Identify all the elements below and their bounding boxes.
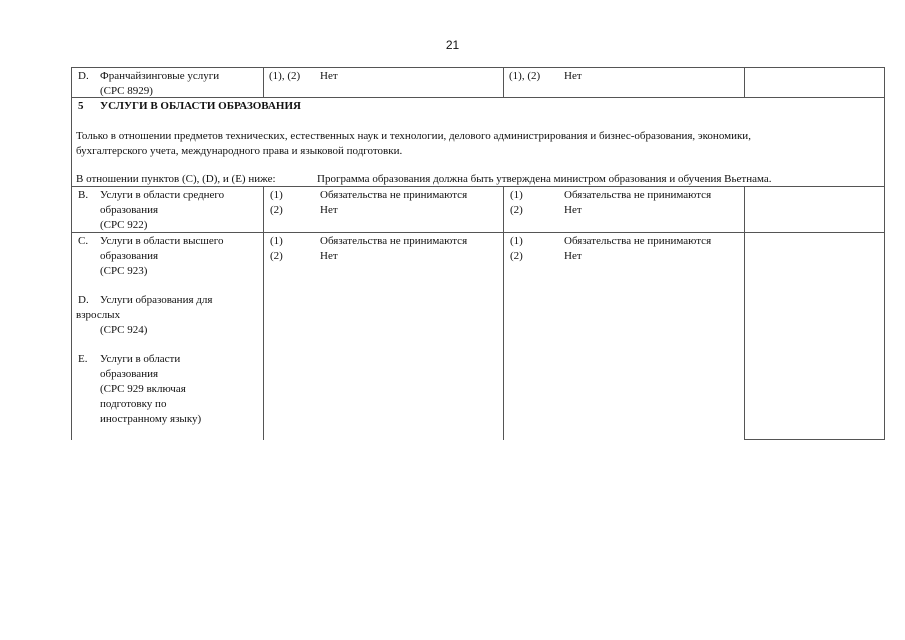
national-treatment-mode: (1) xyxy=(510,235,523,247)
market-access-modes: (1), (2) xyxy=(269,70,301,82)
sector-code: (CPC 923) xyxy=(100,265,148,277)
national-treatment-value: Нет xyxy=(564,250,582,262)
col-divider-1 xyxy=(263,67,264,98)
sector-code: (CPC 8929) xyxy=(100,85,153,97)
section-scope-line: Только в отношении предметов технических, естественных наук и технологии, делового администрирования и бизнес-образования, экономики, xyxy=(76,130,751,142)
national-treatment-mode: (2) xyxy=(510,204,523,216)
page-number: 21 xyxy=(445,38,460,52)
section-title: УСЛУГИ В ОБЛАСТИ ОБРАЗОВАНИЯ xyxy=(100,100,301,112)
sector-code: (CPC 924) xyxy=(100,324,148,336)
sector-name: образования xyxy=(100,368,159,380)
sector-letter: C. xyxy=(78,235,89,247)
market-access-value: Нет xyxy=(320,70,338,82)
col-divider-2 xyxy=(503,186,504,440)
national-treatment-value: Нет xyxy=(564,70,582,82)
sector-letter: E. xyxy=(78,353,88,365)
market-access-mode: (1) xyxy=(270,235,283,247)
market-access-mode: (2) xyxy=(270,204,283,216)
national-treatment-value: Обязательства не принимаются xyxy=(564,189,712,201)
market-access-value: Обязательства не принимаются xyxy=(320,235,468,247)
sector-letter: D. xyxy=(78,70,89,82)
table-top-rule xyxy=(71,67,885,68)
national-treatment-mode: (1) xyxy=(510,189,523,201)
market-access-mode: (1) xyxy=(270,189,283,201)
sector-name: образования xyxy=(100,204,159,216)
sector-code: (CPC 922) xyxy=(100,219,148,231)
national-treatment-value: Нет xyxy=(564,204,582,216)
national-treatment-value: Обязательства не принимаются xyxy=(564,235,712,247)
sector-name: образования xyxy=(100,250,159,262)
sector-letter: D. xyxy=(78,294,89,306)
right-border xyxy=(884,186,885,440)
sector-name: иностранному языку) xyxy=(100,413,202,425)
col-divider-3 xyxy=(744,67,745,98)
sector-name: Услуги в области среднего xyxy=(100,189,225,201)
market-access-value: Обязательства не принимаются xyxy=(320,189,468,201)
right-border xyxy=(884,67,885,98)
sector-name: Услуги в области xyxy=(100,353,181,365)
national-treatment-modes: (1), (2) xyxy=(509,70,541,82)
left-border xyxy=(71,67,72,98)
col-divider-3 xyxy=(744,186,745,440)
national-treatment-mode: (2) xyxy=(510,250,523,262)
market-access-mode: (2) xyxy=(270,250,283,262)
left-border xyxy=(71,97,72,187)
sector-name: Услуги в области высшего xyxy=(100,235,224,247)
right-border xyxy=(884,97,885,187)
left-border xyxy=(71,186,72,440)
section-scope-line: бухгалтерского учета, международного права и языковой подготовки. xyxy=(76,145,403,157)
sector-name: подготовку по xyxy=(100,398,167,410)
section-note-lead: В отношении пунктов (C), (D), и (E) ниже: xyxy=(76,173,276,185)
row-c-top-rule xyxy=(71,232,885,233)
sector-name: взрослых xyxy=(76,309,121,321)
sector-name: Услуги образования для xyxy=(100,294,213,306)
market-access-value: Нет xyxy=(320,204,338,216)
section-top-rule xyxy=(71,97,885,98)
section-note-text: Программа образования должна быть утверждена министром образования и обучения Вьетнама. xyxy=(317,173,772,185)
col-divider-1 xyxy=(263,186,264,440)
sector-code: (CPC 929 включая xyxy=(100,383,186,395)
market-access-value: Нет xyxy=(320,250,338,262)
last-column-bottom-rule xyxy=(744,439,885,440)
section-number: 5 xyxy=(78,100,84,112)
col-divider-2 xyxy=(503,67,504,98)
sector-name: Франчайзинговые услуги xyxy=(100,70,220,82)
sector-letter: B. xyxy=(78,189,89,201)
